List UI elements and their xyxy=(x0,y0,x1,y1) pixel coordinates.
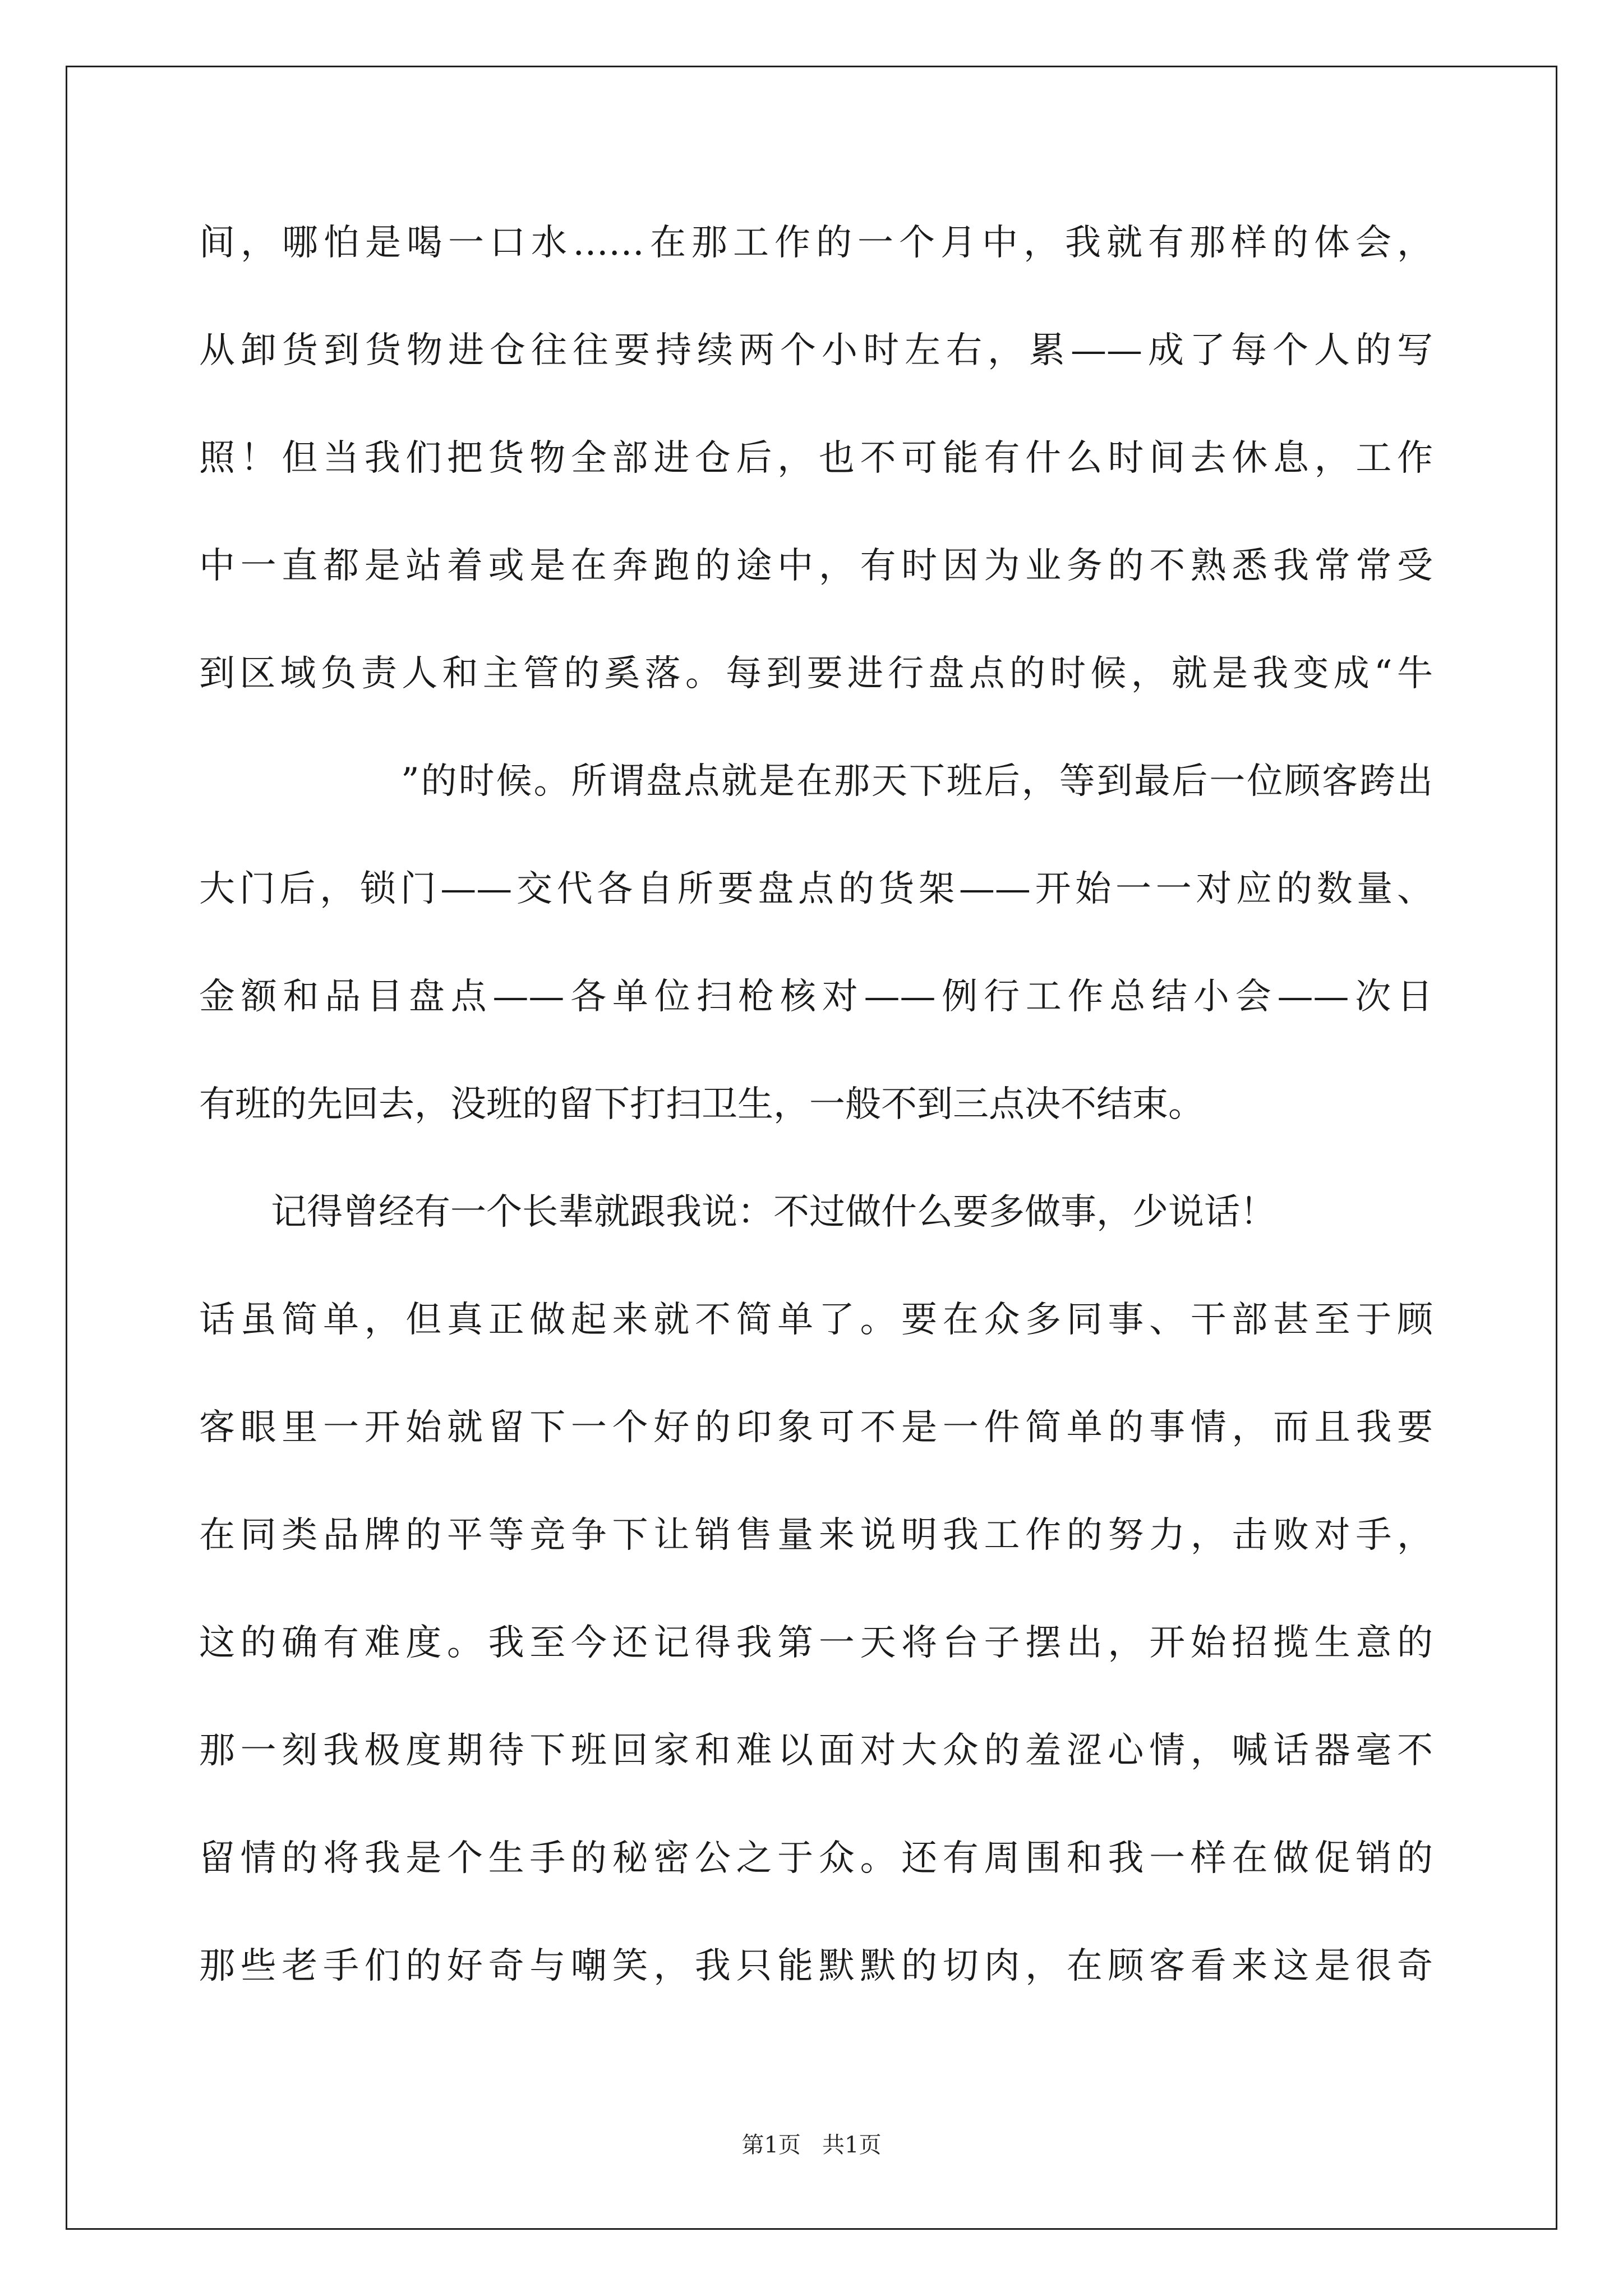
text-line: 客眼里一开始就留下一个好的印象可不是一件简单的事情，而且我要 xyxy=(199,1407,1433,1448)
text-line: 有班的先回去，没班的留下打扫卫生，一般不到三点决不结束。 xyxy=(199,1084,1204,1125)
text-line: 在同类品牌的平等竞争下让销售量来说明我工作的努力，击败对手， xyxy=(199,1515,1433,1556)
text-line: 那些老手们的好奇与嘲笑，我只能默默的切肉，在顾客看来这是很奇 xyxy=(199,1945,1433,1987)
text-line: 留情的将我是个生手的秘密公之于众。还有周围和我一样在做促销的 xyxy=(199,1838,1433,1879)
document-body xyxy=(199,216,1433,2047)
text-line: 话虽简单，但真正做起来就不简单了。要在众多同事、干部甚至于顾 xyxy=(199,1299,1433,1341)
text-line: ”的时候。所谓盘点就是在那天下班后，等到最后一位顾客跨出 xyxy=(401,761,1433,802)
page-number-footer: 第1页 共1页 xyxy=(741,2132,882,2158)
text-line: 从卸货到货物进仓往往要持续两个小时左右，累——成了每个人的写 xyxy=(199,330,1433,371)
text-line: 中一直都是站着或是在奔跑的途中，有时因为业务的不熟悉我常常受 xyxy=(199,545,1433,587)
text-line: 这的确有难度。我至今还记得我第一天将台子摆出，开始招揽生意的 xyxy=(199,1622,1433,1664)
text-line: 那一刻我极度期待下班回家和难以面对大众的羞涩心情，喊话器毫不 xyxy=(199,1730,1433,1772)
paragraph-first-line: 记得曾经有一个长辈就跟我说：不过做什么要多做事，少说话！ xyxy=(271,1191,1276,1233)
text-line: 金额和品目盘点——各单位扫枪核对——例行工作总结小会——次日 xyxy=(199,976,1433,1018)
text-line: 照！但当我们把货物全部进仓后，也不可能有什么时间去休息，工作 xyxy=(199,438,1433,479)
text-line: 间，哪怕是喝一口水……在那工作的一个月中，我就有那样的体会， xyxy=(199,222,1433,264)
text-line: 到区域负责人和主管的奚落。每到要进行盘点的时候，就是我变成“牛 xyxy=(199,653,1433,694)
text-line: 大门后，锁门——交代各自所要盘点的货架——开始一一对应的数量、 xyxy=(199,868,1433,910)
